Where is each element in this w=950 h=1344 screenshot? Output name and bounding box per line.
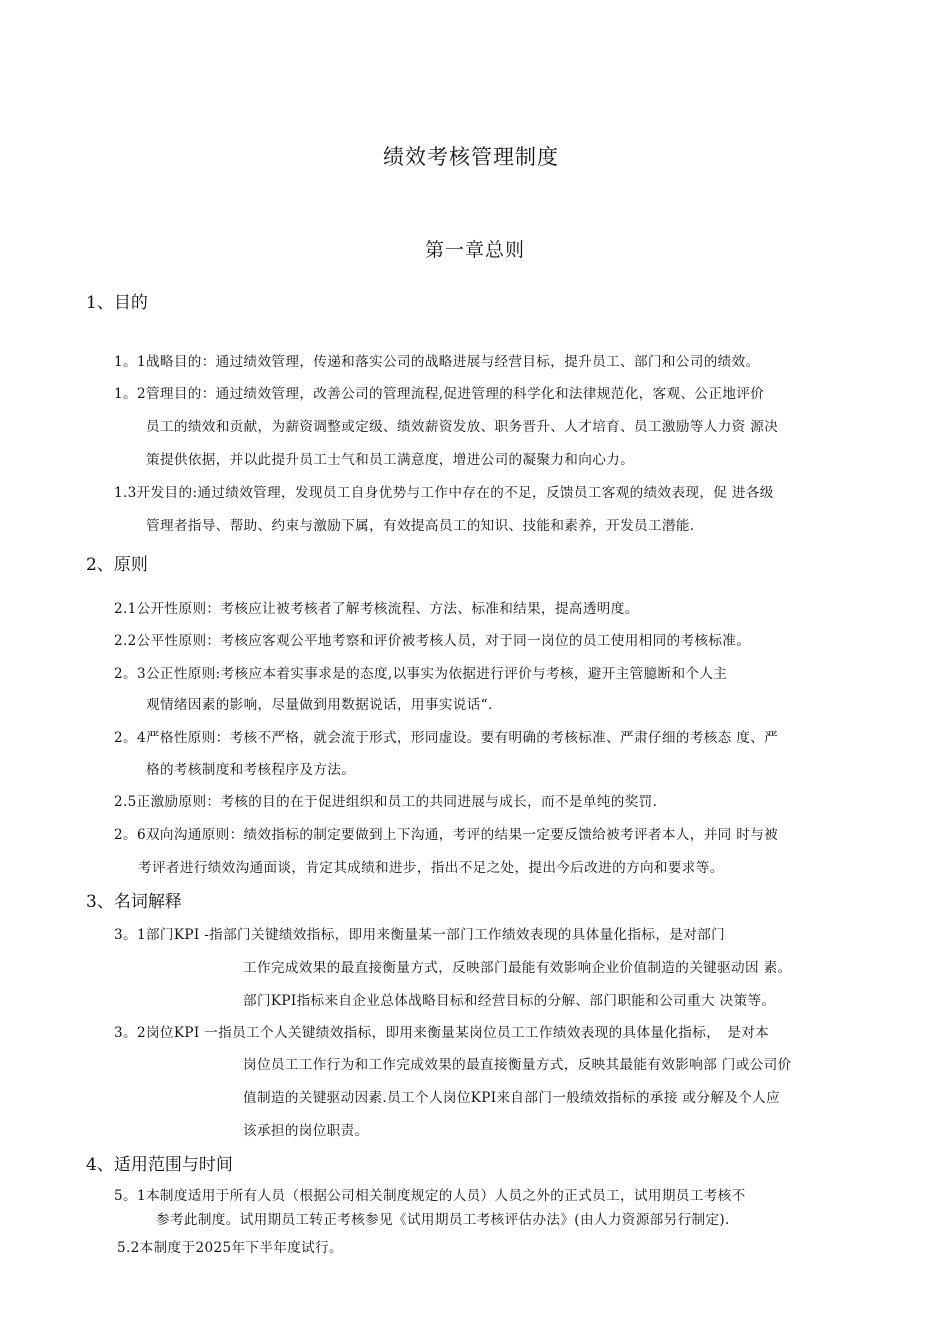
section-heading-principles: 2、原则	[86, 555, 148, 575]
paragraph-line: 2。4严格性原则：考核不严格，就会流于形式，形同虚设。要有明确的考核标准、严肃仔细的考核态 度、严	[114, 730, 779, 746]
paragraph-line: 管理者指导、帮助、约束与激励下属，有效提高员工的知识、技能和素养，开发员工潜能.	[146, 518, 695, 534]
section-heading-definitions: 3、名词解释	[86, 892, 182, 912]
paragraph-line: 2。6双向沟通原则：绩效指标的制定要做到上下沟通，考评的结果一定要反馈给被考评者本人，并同 时与被	[114, 827, 779, 843]
paragraph-line: 工作完成效果的最直接衡量方式，反映部门最能有效影响企业价值制造的关键驱动因 素。	[243, 960, 792, 976]
paragraph-line: 5.2本制度于2025年下半年度试行。	[117, 1240, 343, 1256]
paragraph-line: 员工的绩效和贡献，为薪资调整或定级、绩效薪资发放、职务晋升、人才培育、员工激励等人力资 源决	[146, 419, 779, 435]
document-title: 绩效考核管理制度	[383, 145, 559, 169]
paragraph-line: 参考此制度。试用期员工转正考核参见《试用期员工考核评估办法》(由人力资源部另行制定).	[156, 1212, 730, 1228]
paragraph-line: 格的考核制度和考核程序及方法。	[146, 762, 356, 778]
section-heading-purpose: 1、目的	[86, 293, 148, 313]
paragraph-line: 2.5正激励原则：考核的目的在于促进组织和员工的共同进展与成长，而不是单纯的奖罚.	[114, 794, 658, 810]
paragraph-line: 2.2公平性原则：考核应客观公平地考察和评价被考核人员，对于同一岗位的员工使用相同的考核标准。	[114, 633, 751, 649]
paragraph-line: 2。3公正性原则:考核应本着实事求是的态度,以事实为依据进行评价与考核，避开主管臆断和个人主	[114, 666, 728, 682]
paragraph-line: 部门KPI指标来自企业总体战略目标和经营目标的分解、部门职能和公司重大 决策等。	[243, 993, 776, 1009]
paragraph-line: 3。1部门KPI -指部门关键绩效指标，即用来衡量某一部门工作绩效表现的具体量化指标，是对部门	[114, 927, 726, 943]
section-heading-scope: 4、适用范围与时间	[86, 1155, 233, 1175]
chapter-heading: 第一章总则	[425, 239, 526, 261]
paragraph-line: 1。1战略目的：通过绩效管理，传递和落实公司的战略进展与经营目标，提升员工、部门和公司的绩效。	[114, 354, 760, 370]
paragraph-line: 该承担的岗位职责。	[243, 1123, 369, 1139]
paragraph-line: 5。1本制度适用于所有人员（根据公司相关制度规定的人员）人员之外的正式员工，试用期员工考核不	[114, 1188, 746, 1204]
paragraph-line: 3。2岗位KPI 一指员工个人关键绩效指标，即用来衡量某岗位员工工作绩效表现的具体量化指标， 是对本	[114, 1025, 770, 1041]
paragraph-line: 1.3开发目的:通过绩效管理，发现员工自身优势与工作中存在的不足，反馈员工客观的绩效表现，促 进各级	[114, 485, 774, 501]
paragraph-line: 策提供依据，并以此提升员工士气和员工满意度，增进公司的凝聚力和向心力。	[146, 452, 635, 468]
paragraph-line: 2.1公开性原则：考核应让被考核者了解考核流程、方法、标准和结果，提高透明度。	[114, 601, 639, 617]
paragraph-line: 考评者进行绩效沟通面谈，肯定其成绩和进步，指出不足之处，提出今后改进的方向和要求等。	[138, 860, 724, 876]
paragraph-line: 值制造的关键驱动因素.员工个人岗位KPI来自部门一般绩效指标的承接 或分解及个人应	[243, 1090, 781, 1106]
paragraph-line: 岗位员工工作行为和工作完成效果的最直接衡量方式，反映其最能有效影响部 门或公司价	[243, 1057, 792, 1073]
paragraph-line: 1。2管理目的：通过绩效管理，改善公司的管理流程,促进管理的科学化和法律规范化，客观、公正地评价	[114, 386, 765, 402]
paragraph-line: 观情绪因素的影响，尽量做到用数据说话，用事实说话“.	[146, 697, 493, 713]
